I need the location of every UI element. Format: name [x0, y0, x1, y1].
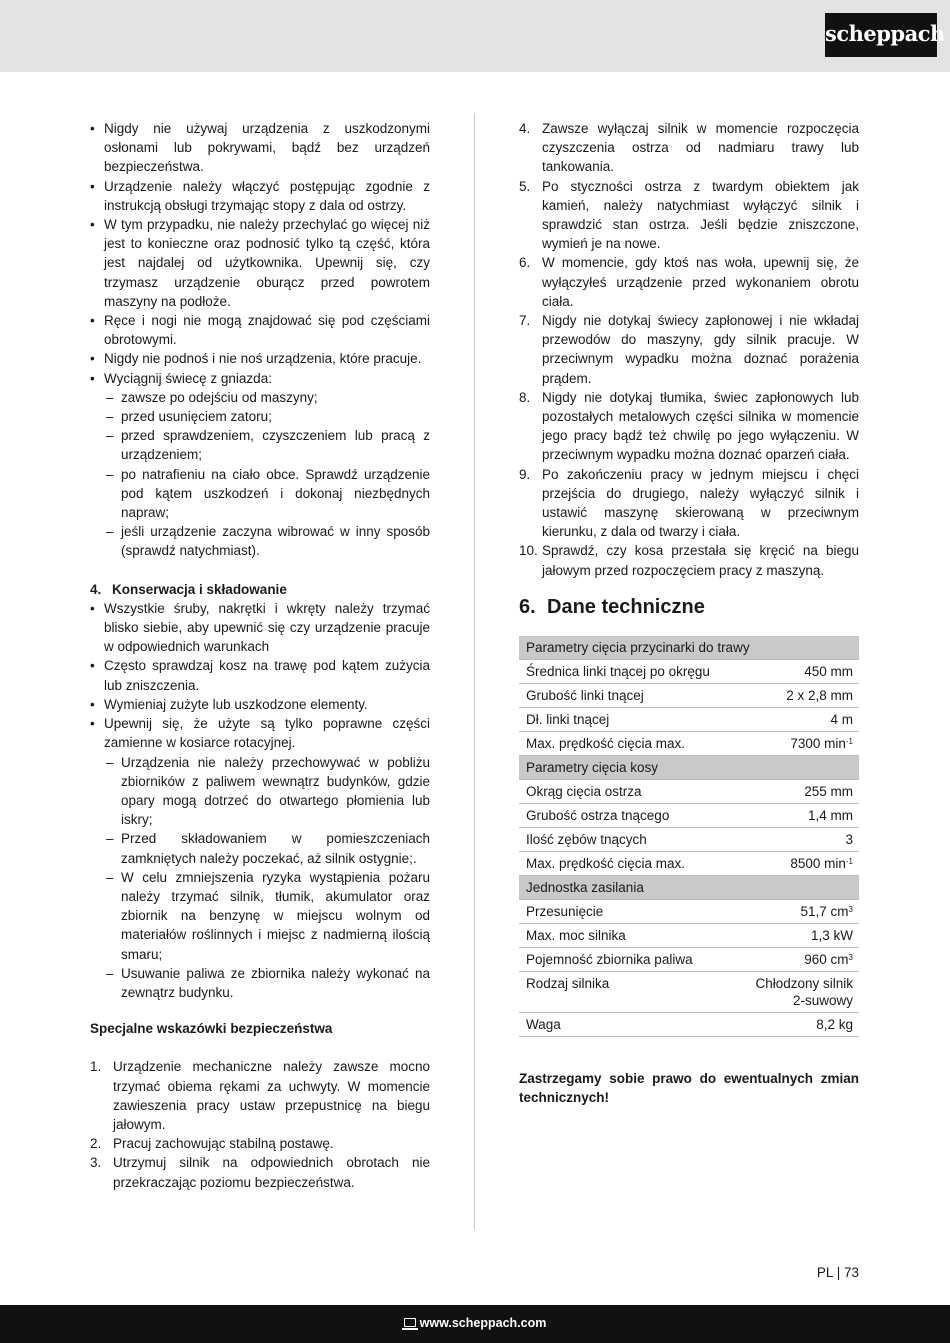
list-item: • Nigdy nie używaj urządzenia z uszkodzonymi osłonami lub pokrywami, bądź bez urządzeń bezpieczeństwa.	[90, 119, 430, 177]
value-unit-exponent: 3	[848, 904, 853, 914]
table-value: 1,4 mm	[737, 803, 859, 827]
table-label: Max. prędkość cięcia max.	[519, 731, 737, 755]
table-value: 2 x 2,8 mm	[737, 683, 859, 707]
numbered-item	[519, 465, 859, 542]
item-text: Nigdy nie dotykaj tłumika, świec zapłonowych lub pozostałych metalowych części silnika w momencie jego pracy bądź też chwilę po jego wyłączeniu. W przeciwnym wypadku można doznać oparzeń ciała.	[542, 389, 859, 463]
table-row	[519, 947, 859, 971]
page-separator: |	[836, 1265, 841, 1280]
item-number: 10.	[519, 543, 538, 559]
numbered-item	[519, 388, 859, 465]
sub-list-item: – przed usunięciem zatoru;	[90, 407, 430, 426]
item-text: Po styczności ostrza z twardym obiektem jak kamień, należy natychmiast wyłączyć silnik i sprawdzić stan ostrza. Jeśli będzie zniszczone, wymień je na nowe.	[542, 178, 859, 252]
item-text: Sprawdź, czy kosa przestała się kręcić na biegu jałowym przed rozpoczęciem pracy z maszyną.	[542, 543, 859, 578]
item-number: 8.	[519, 389, 531, 405]
sub-list-item: – zawsze po odejściu od maszyny;	[90, 388, 430, 407]
table-row	[519, 803, 859, 827]
section-number: 4.	[90, 581, 102, 597]
item-text: Po zakończeniu pracy w jednym miejscu i chęci przejścia do drugiego, należy wyłączyć silnik i ustawić maszynę skierowaną w przeciwnym kierunku, z dala od twarzy i ciała.	[542, 466, 859, 540]
list-item: • Nigdy nie podnoś i nie noś urządzenia, które pracuje.	[90, 349, 430, 368]
table-label: Rodzaj silnika	[519, 971, 737, 1012]
numbered-item	[90, 1134, 430, 1153]
table-section-row	[519, 755, 859, 779]
table-value	[737, 731, 859, 755]
page-number-value: 73	[843, 1265, 859, 1280]
sub-list-item: – W celu zmniejszenia ryzyka wystąpienia pożaru należy trzymać silnik, tłumik, akumulator oraz zbiornik na benzynę w miejscu wolnym od materiałów roślinnych i miejsc z nadmierną ilością smaru;	[90, 868, 430, 964]
computer-icon	[404, 1318, 416, 1327]
numbered-item	[90, 1153, 430, 1191]
table-row	[519, 971, 859, 1012]
table-value	[737, 971, 859, 1012]
table-row	[519, 659, 859, 683]
value-unit-exponent: -1	[845, 736, 853, 746]
list-item: • Wymieniaj zużyte lub uszkodzone elementy.	[90, 695, 430, 714]
special-safety-heading: Specjalne wskazówki bezpieczeństwa	[90, 1021, 333, 1037]
value-text: 7300 min	[790, 735, 846, 751]
table-label: Pojemność zbiornika paliwa	[519, 947, 737, 971]
item-number: 3.	[90, 1155, 102, 1171]
table-value	[737, 899, 859, 923]
table-label: Dł. linki tnącej	[519, 707, 737, 731]
value-text: 51,7 cm	[800, 903, 849, 919]
value-line: 2-suwowy	[792, 992, 853, 1008]
table-row	[519, 899, 859, 923]
sub-list-item: – po natrafieniu na ciało obce. Sprawdź urządzenie pod kątem uszkodzeń i dokonaj niezbędnych napraw;	[90, 465, 430, 523]
right-column	[519, 119, 859, 1107]
footer-bar	[0, 1305, 950, 1343]
table-row	[519, 851, 859, 875]
list-item: • Ręce i nogi nie mogą znajdować się pod częściami obrotowymi.	[90, 311, 430, 349]
table-label: Przesunięcie	[519, 899, 737, 923]
table-label: Grubość ostrza tnącego	[519, 803, 737, 827]
column-divider	[474, 113, 475, 1230]
numbered-item	[519, 177, 859, 254]
list-item: • Wszystkie śruby, nakrętki i wkręty należy trzymać blisko siebie, aby upewnić się czy urządzenie pracuje w odpowiednich warunkach	[90, 599, 430, 657]
reserve-note: Zastrzegamy sobie prawo do ewentualnych zmian technicznych!	[519, 1070, 859, 1106]
numbered-item	[519, 311, 859, 388]
table-row	[519, 827, 859, 851]
left-column	[90, 119, 430, 1192]
item-number: 5.	[519, 178, 531, 194]
item-text: Zawsze wyłączaj silnik w momencie rozpoczęcia czyszczenia ostrza od nadmiaru trawy lub tankowania.	[542, 121, 859, 175]
table-section-label: Jednostka zasilania	[519, 875, 859, 899]
sub-list-item: – jeśli urządzenie zaczyna wibrować w inny sposób (sprawdź natychmiast).	[90, 522, 430, 560]
numbered-item	[519, 541, 859, 579]
scheppach-logo	[825, 13, 945, 57]
table-label: Okrąg cięcia ostrza	[519, 779, 737, 803]
table-value	[737, 947, 859, 971]
table-value: 1,3 kW	[737, 923, 859, 947]
sub-list-item: – Usuwanie paliwa ze zbiornika należy wykonać na zewnątrz budynku.	[90, 964, 430, 1002]
table-label: Max. moc silnika	[519, 923, 737, 947]
item-number: 6.	[519, 255, 531, 271]
table-label: Max. prędkość cięcia max.	[519, 851, 737, 875]
list-item: • Wyciągnij świecę z gniazda:	[90, 369, 430, 388]
table-value: 450 mm	[737, 659, 859, 683]
numbered-item	[519, 253, 859, 311]
table-row	[519, 779, 859, 803]
technical-data-table	[519, 636, 859, 1037]
table-label: Waga	[519, 1012, 737, 1036]
website-url[interactable]: www.scheppach.com	[419, 1316, 547, 1330]
item-number: 2.	[90, 1136, 102, 1152]
list-item: • Często sprawdzaj kosz na trawę pod kątem zużycia lub zniszczenia.	[90, 656, 430, 694]
item-text: Nigdy nie dotykaj świecy zapłonowej i nie wkładaj przewodów do maszyny, gdy silnik pracuje. W przeciwnym wypadku można doznać porażenia prądem.	[542, 313, 859, 386]
list-item: • Urządzenie należy włączyć postępując zgodnie z instrukcją obsługi trzymając stopy z dala od ostrzy.	[90, 177, 430, 215]
item-text: W momencie, gdy ktoś nas woła, upewnij się, że wyłączyłeś urządzenie przed wykonaniem obrotu ciała.	[542, 255, 859, 309]
list-item: • Upewnij się, że użyte są tylko poprawne części zamienne w kosiarce rotacyjnej.	[90, 714, 430, 752]
table-row	[519, 707, 859, 731]
table-value: 8,2 kg	[737, 1012, 859, 1036]
header-bar	[0, 0, 950, 72]
logo-text: scheppach	[825, 21, 945, 46]
table-label: Średnica linki tnącej po okręgu	[519, 659, 737, 683]
item-number: 1.	[90, 1059, 102, 1075]
section-number: 6.	[519, 595, 536, 618]
table-section-row	[519, 636, 859, 660]
sub-list-item: – przed sprawdzeniem, czyszczeniem lub pracą z urządzeniem;	[90, 426, 430, 464]
table-value: 255 mm	[737, 779, 859, 803]
item-number: 9.	[519, 466, 531, 482]
table-section-label: Parametry cięcia kosy	[519, 755, 859, 779]
item-text: Urządzenie mechaniczne należy zawsze mocno trzymać obiema rękami za uchwyty. W momencie zawieszenia pracy ustaw przepustnicę na biegu jałowym.	[113, 1059, 430, 1132]
item-number: 4.	[519, 121, 531, 136]
value-line: Chłodzony silnik	[755, 975, 853, 991]
list-item: • W tym przypadku, nie należy przechylać go więcej niż jest to konieczne oraz podnosić tylko tą część, która jest najdalej od użytkownika. Upewnij się, czy trzymasz urządzenie oburącz przed powrotem maszyny na podłoże.	[90, 215, 430, 311]
table-row	[519, 1012, 859, 1036]
table-label: Ilość zębów tnących	[519, 827, 737, 851]
value-text: 8500 min	[790, 855, 846, 871]
value-text: 960 cm	[804, 951, 849, 967]
section-heading-technical-data	[519, 595, 859, 619]
table-value: 3	[737, 827, 859, 851]
table-value: 4 m	[737, 707, 859, 731]
table-section-label: Parametry cięcia przycinarki do trawy	[519, 636, 859, 660]
sub-list-item: – Przed składowaniem w pomieszczeniach zamkniętych należy poczekać, aż silnik ostygnie;.	[90, 829, 430, 867]
website	[0, 1316, 950, 1330]
numbered-item	[519, 119, 859, 177]
table-row	[519, 923, 859, 947]
item-number: 7.	[519, 313, 531, 329]
sub-list-item: – Urządzenia nie należy przechowywać w pobliżu zbiorników z paliwem wewnątrz budynków, gdzie opary mogą dotrzeć do otwartego płomienia lub iskry;	[90, 753, 430, 830]
table-value	[737, 851, 859, 875]
table-section-row	[519, 875, 859, 899]
section-title: Dane techniczne	[547, 595, 705, 618]
section-title: Konserwacja i składowanie	[112, 581, 287, 597]
section-heading-maintenance	[90, 580, 430, 599]
item-text: Pracuj zachowując stabilną postawę.	[113, 1136, 334, 1152]
item-text: Utrzymuj silnik na odpowiednich obrotach nie przekraczając poziomu bezpieczeństwa.	[113, 1155, 430, 1190]
page-number	[790, 1265, 859, 1280]
value-unit-exponent: -1	[845, 856, 853, 866]
value-unit-exponent: 3	[848, 952, 853, 962]
numbered-item	[90, 1057, 430, 1134]
page-language: PL	[816, 1265, 833, 1280]
table-label: Grubość linki tnącej	[519, 683, 737, 707]
table-row	[519, 683, 859, 707]
table-row	[519, 731, 859, 755]
